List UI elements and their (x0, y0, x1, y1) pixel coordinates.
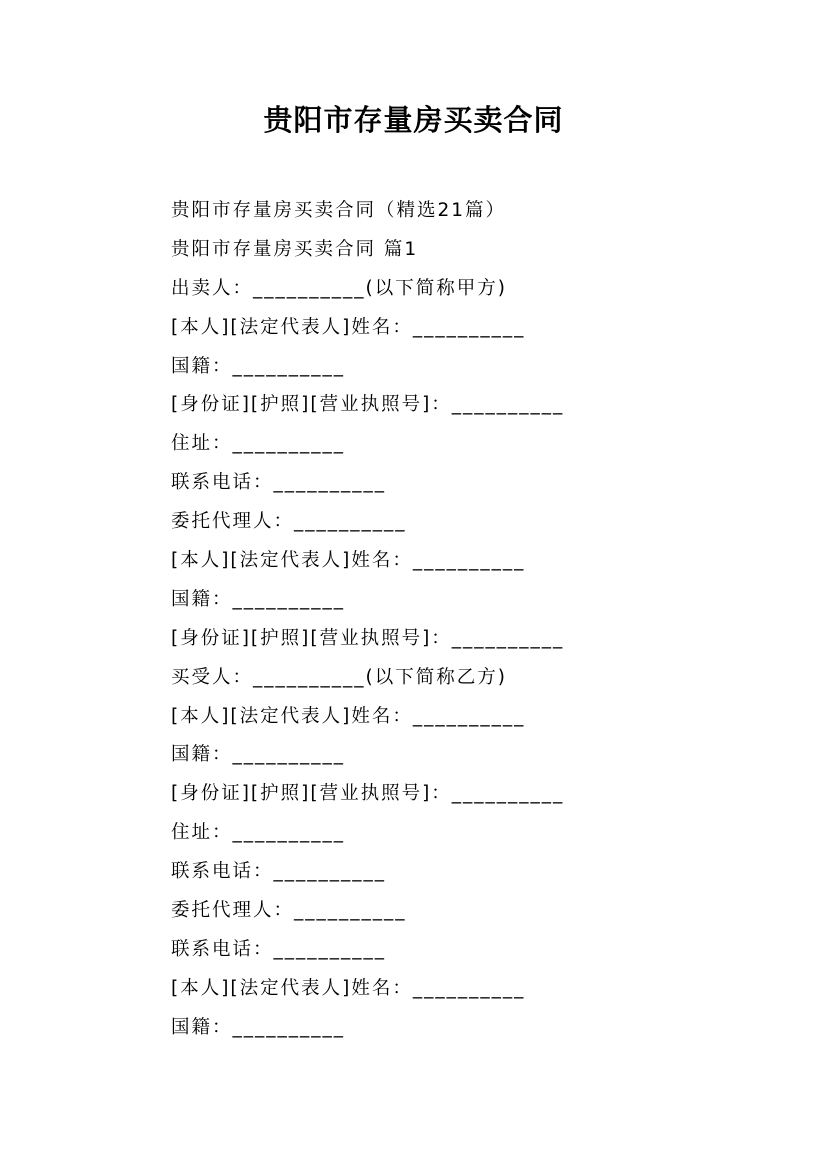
document-title: 贵阳市存量房买卖合同 (263, 103, 564, 137)
seller-agent-line: 委托代理人：__________ (171, 511, 407, 533)
buyer-agent-name-line: [本人][法定代表人]姓名：__________ (171, 977, 526, 999)
seller-phone-line: 联系电话：__________ (171, 472, 387, 494)
seller-nationality-line: 国籍：__________ (171, 355, 346, 377)
buyer-agent-phone-line: 联系电话：__________ (171, 938, 387, 960)
buyer-agent-line: 委托代理人：__________ (171, 900, 407, 922)
document-subtitle: 贵阳市存量房买卖合同（精选21篇） (171, 200, 507, 221)
buyer-nationality-line: 国籍：__________ (171, 744, 346, 766)
seller-line: 出卖人：__________(以下简称甲方) (171, 277, 507, 299)
buyer-name-line: [本人][法定代表人]姓名：__________ (171, 705, 526, 727)
buyer-address-line: 住址：__________ (171, 822, 346, 844)
buyer-phone-line: 联系电话：__________ (171, 861, 387, 883)
section-heading: 贵阳市存量房买卖合同 篇1 (171, 238, 419, 260)
seller-name-line: [本人][法定代表人]姓名：__________ (171, 316, 526, 338)
buyer-id-line: [身份证][护照][营业执照号]：__________ (171, 783, 565, 805)
seller-agent-name-line: [本人][法定代表人]姓名：__________ (171, 550, 526, 572)
document-body (171, 192, 771, 1048)
buyer-line: 买受人：__________(以下简称乙方) (171, 666, 507, 688)
seller-address-line: 住址：__________ (171, 433, 346, 455)
seller-id-line: [身份证][护照][营业执照号]：__________ (171, 394, 565, 416)
buyer-agent-nationality-line: 国籍：__________ (171, 1016, 346, 1038)
seller-agent-nationality-line: 国籍：__________ (171, 588, 346, 610)
seller-agent-id-line: [身份证][护照][营业执照号]：__________ (171, 627, 565, 649)
